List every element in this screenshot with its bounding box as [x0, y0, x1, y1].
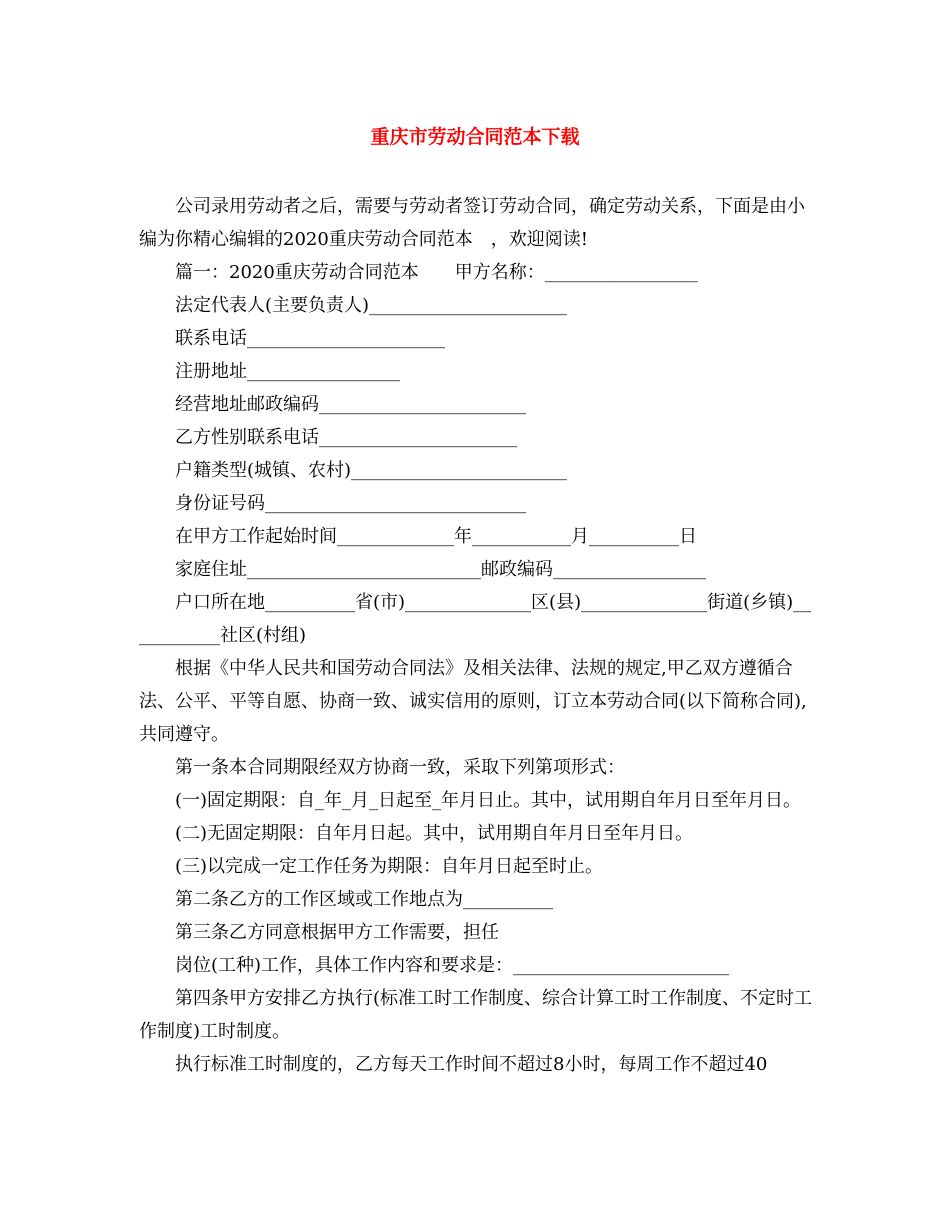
field-registered-address: 注册地址_________________	[175, 361, 400, 382]
field-id-number: 身份证号码_____________________________	[175, 493, 526, 514]
field-business-address-postcode: 经营地址邮政编码_______________________	[175, 394, 526, 415]
legal-basis-paragraph: 根据《中华人民共和国劳动合同法》及相关法律、法规的规定,甲乙双方遵循合法、公平、平等自愿、协商一致、诚实信用的原则，订立本劳动合同(以下简称合同),共同遵守。	[139, 658, 807, 745]
field-party-b-gender-phone: 乙方性别联系电话______________________	[175, 427, 517, 448]
field-household-location: 户口所在地__________省(市)______________区(县)______________街道(乡镇)___________社区(村组)	[139, 592, 812, 646]
article-3-position: 岗位(工种)工作，具体工作内容和要求是：________________________	[175, 955, 730, 976]
intro-paragraph: 公司录用劳动者之后，需要与劳动者签订劳动合同，确定劳动关系，下面是由小编为你精心编辑的2020重庆劳动合同范本 ，欢迎阅读!	[139, 196, 805, 250]
field-household-type: 户籍类型(城镇、农村)________________________	[175, 460, 568, 481]
field-start-date: 在甲方工作起始时间_____________年___________月__________日	[175, 526, 697, 547]
standard-hours-paragraph: 执行标准工时制度的，乙方每天工作时间不超过8小时，每周工作不超过40	[175, 1054, 768, 1075]
article-1-option-open-ended: (二)无固定期限：自年月日起。其中，试用期自年月日至年月日。	[175, 823, 694, 844]
field-legal-representative: 法定代表人(主要负责人)______________________	[175, 295, 568, 316]
document-title: 重庆市劳动合同范本下载	[370, 126, 580, 148]
article-1: 第一条本合同期限经双方协商一致，采取下列第项形式：	[175, 757, 625, 778]
field-home-address-postcode: 家庭住址__________________________邮政编码_________________	[175, 559, 706, 580]
article-3: 第三条乙方同意根据甲方工作需要，担任	[175, 922, 499, 943]
article-1-option-task-based: (三)以完成一定工作任务为期限：自年月日起至时止。	[175, 856, 604, 877]
field-contact-phone: 联系电话______________________	[175, 328, 445, 349]
article-4: 第四条甲方安排乙方执行(标准工时工作制度、综合计算工时工作制度、不定时工作制度)工时制度。	[139, 988, 813, 1042]
article-2: 第二条乙方的工作区域或工作地点为__________	[175, 889, 553, 910]
document-body	[139, 190, 819, 1081]
article-1-option-fixed-term: (一)固定期限：自_年_月_日起至_年月日止。其中，试用期自年月日至年月日。	[175, 790, 802, 811]
section-heading-party-a-name: 篇一：2020重庆劳动合同范本 甲方名称：_________________	[175, 262, 698, 283]
